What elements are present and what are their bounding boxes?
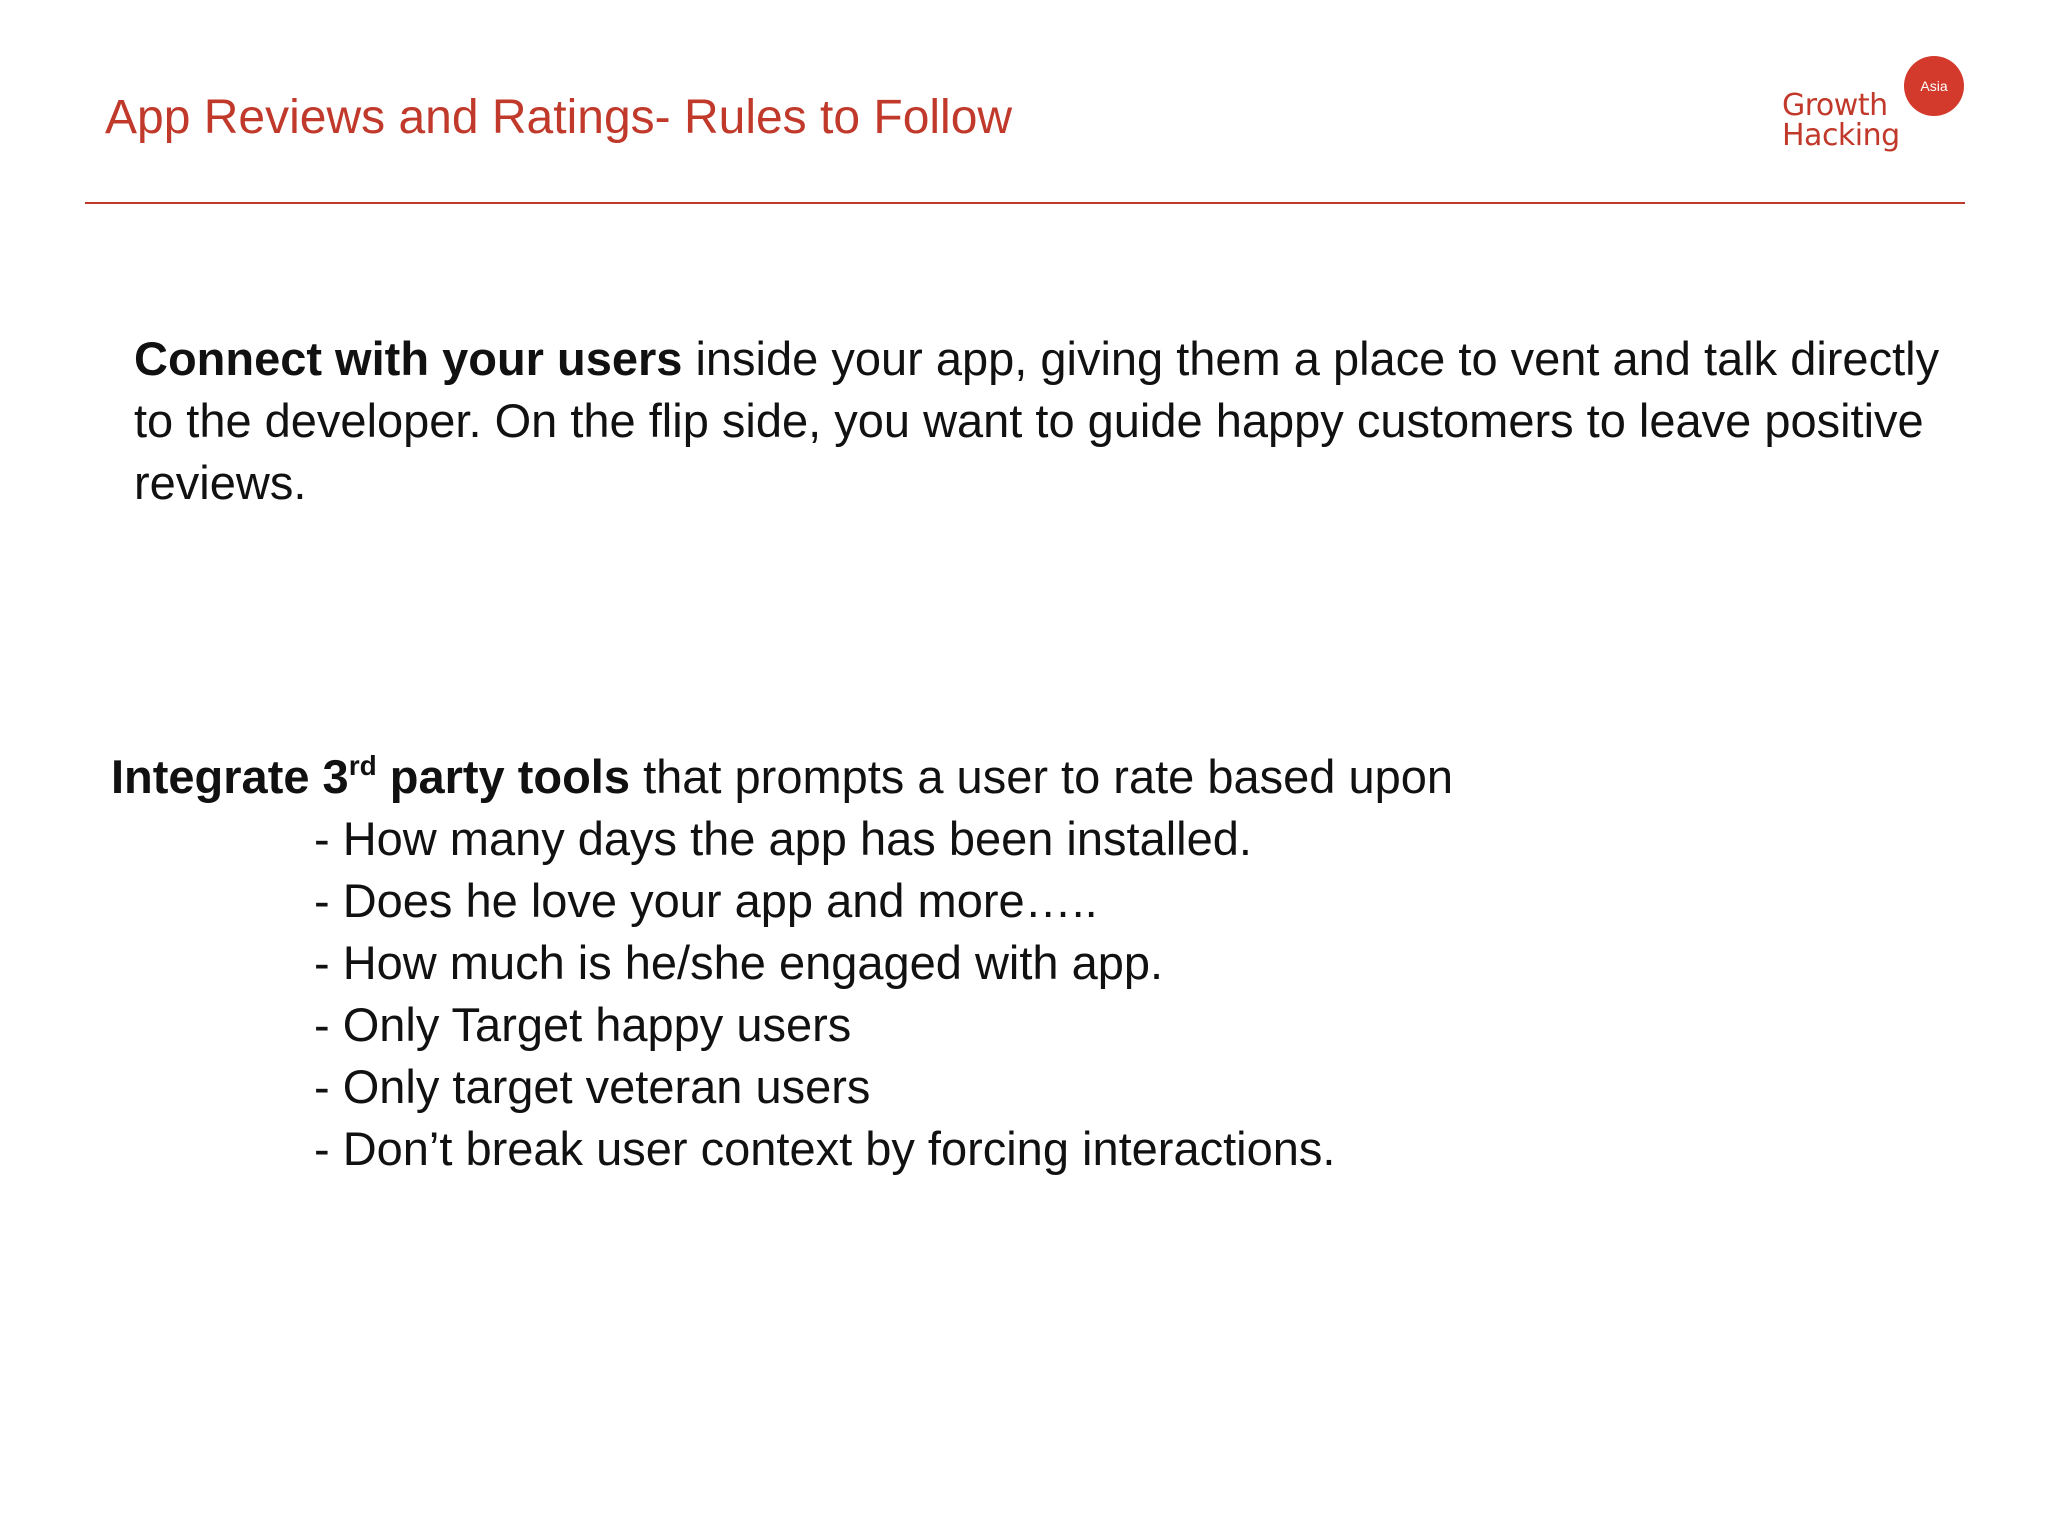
- integrate-body-text: that prompts a user to rate based upon: [630, 750, 1454, 803]
- list-item: - Does he love your app and more…..: [314, 874, 1098, 927]
- logo-text-growth: Growth: [1782, 88, 1888, 123]
- list-item: - Only Target happy users: [314, 998, 852, 1051]
- slide-title: App Reviews and Ratings- Rules to Follow: [105, 91, 1013, 144]
- logo-badge-circle: [1904, 56, 1964, 116]
- integrate-bold-suffix: party tools: [376, 750, 631, 803]
- list-item: - Only target veteran users: [314, 1060, 871, 1113]
- integrate-superscript: rd: [348, 750, 377, 781]
- connect-body-text: inside your app, giving them a place to vent and talk directly to the developer. On the flip side, you want to guide happy customers to leave positive reviews.: [134, 332, 1940, 509]
- growth-hacking-asia-logo: [1778, 54, 1968, 164]
- list-item: - How much is he/she engaged with app.: [314, 936, 1164, 989]
- title-divider: [85, 202, 1965, 204]
- criteria-list: [314, 808, 1335, 1180]
- logo-text-hacking: Hacking: [1782, 118, 1900, 153]
- connect-paragraph: [134, 328, 1964, 514]
- logo-badge-text: Asia: [1920, 78, 1948, 94]
- integrate-paragraph: [111, 746, 1941, 808]
- list-item: - How many days the app has been installed.: [314, 812, 1252, 865]
- connect-bold-lead: Connect with your users: [134, 332, 683, 385]
- integrate-bold-prefix: Integrate 3: [111, 750, 349, 803]
- integrate-bold-lead: [111, 750, 630, 803]
- list-item: - Don’t break user context by forcing interactions.: [314, 1122, 1336, 1175]
